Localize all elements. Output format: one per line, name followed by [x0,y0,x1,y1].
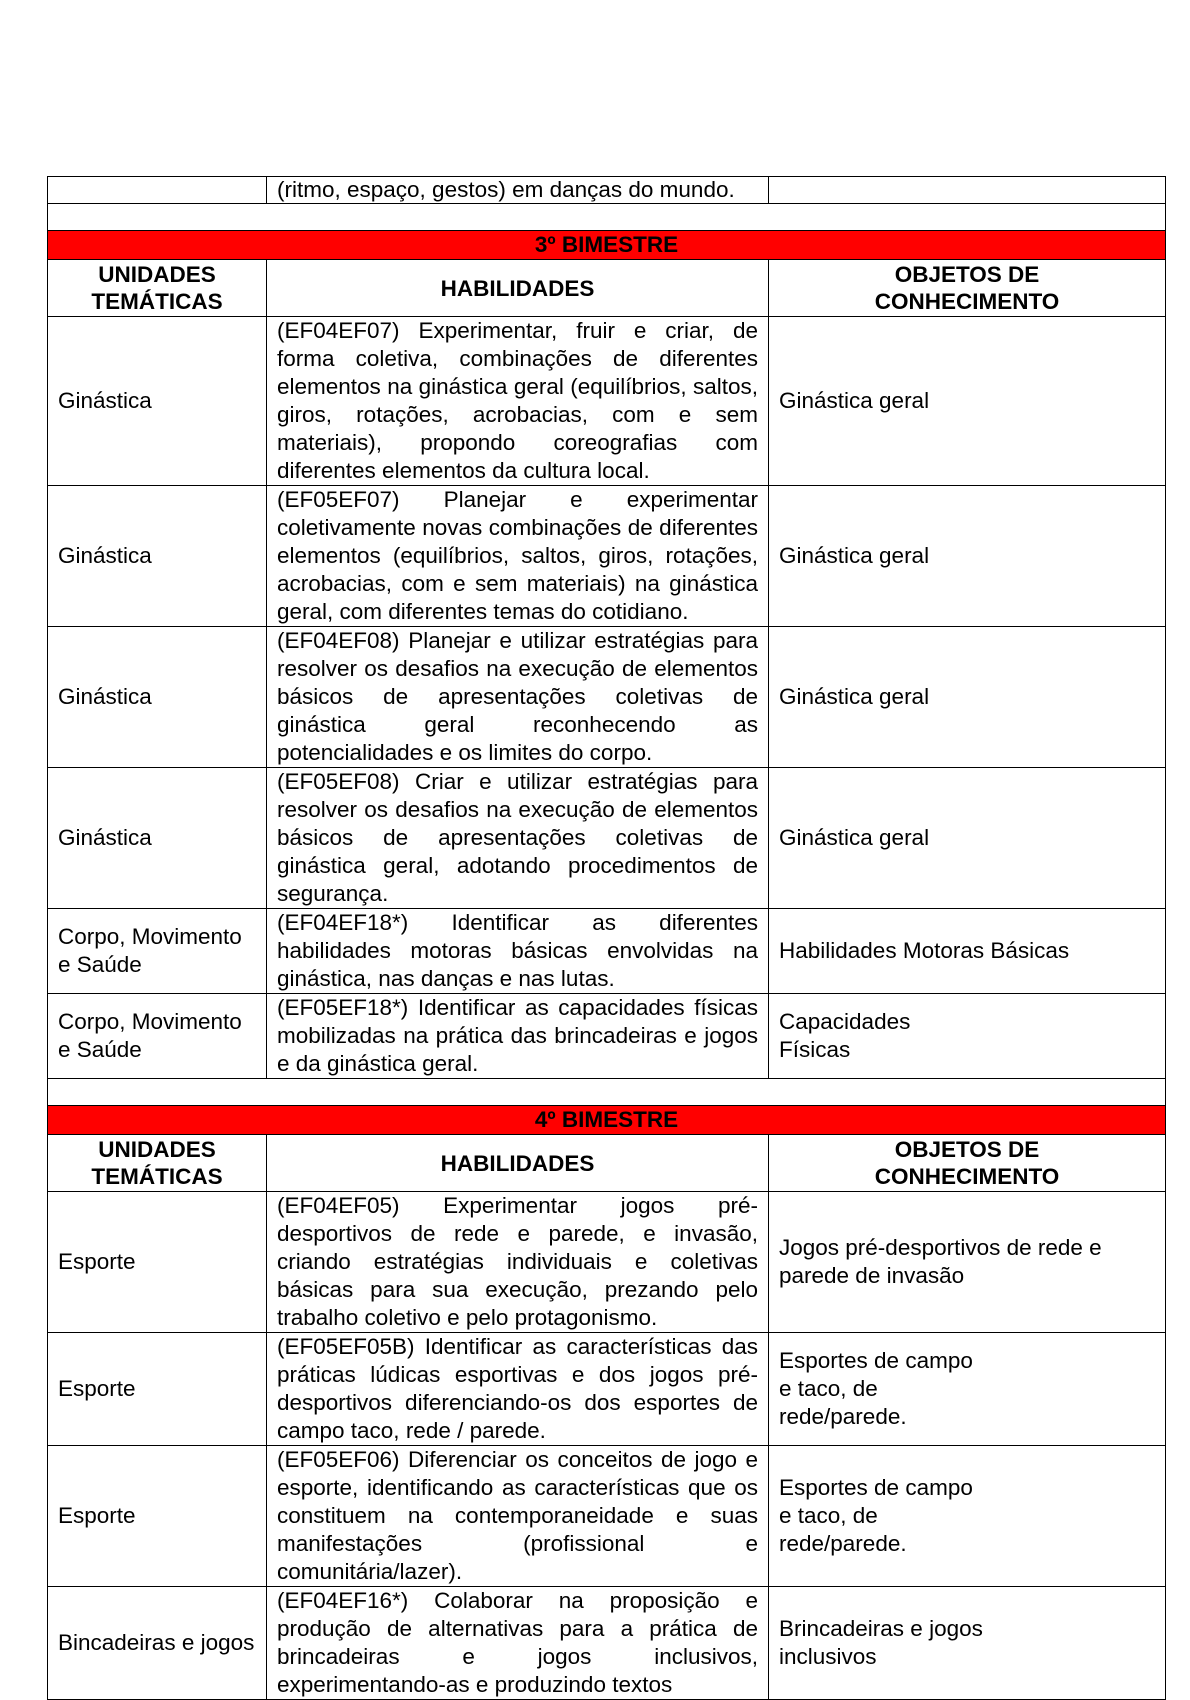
header-skills: HABILIDADES [267,260,769,317]
skill-cell: (EF05EF08) Criar e utilizar estratégias para resolver os desafios na execução de elementos básicos de apresentações coletivas de ginástica geral, adotando procedimentos de segurança. [267,768,769,909]
unit-cell: Ginástica [48,317,267,486]
unit-cell: Corpo, Movimento e Saúde [48,994,267,1079]
skill-cell: (EF05EF07) Planejar e experimentar coletivamente novas combinações de diferentes elementos (equilíbrios, saltos, giros, rotações, acrobacias, com e sem materiais) na ginástica geral, com diferentes temas do cotidiano. [267,486,769,627]
header-units: UNIDADES TEMÁTICAS [48,260,267,317]
object-cell: Esportes de campo e taco, de rede/parede. [769,1333,1166,1446]
object-cell: Esportes de campo e taco, de rede/parede. [769,1446,1166,1587]
spacer-row [48,1079,1166,1106]
table-row [48,1333,1166,1446]
spacer-row [48,204,1166,231]
unit-cell: Corpo, Movimento e Saúde [48,909,267,994]
object-cell: Ginástica geral [769,627,1166,768]
unit-cell: Esporte [48,1333,267,1446]
unit-cell: Ginástica [48,486,267,627]
table-row [48,1192,1166,1333]
bimester-4-title: 4º BIMESTRE [48,1106,1166,1135]
skill-cell: (EF04EF16*) Colaborar na proposição e produção de alternativas para a prática de brincadeiras e jogos inclusivos, experimentando-as e produzindo textos [267,1587,769,1700]
unit-cell: Bincadeiras e jogos [48,1587,267,1700]
bimester-4-header-row [48,1135,1166,1192]
object-cell: Ginástica geral [769,317,1166,486]
skill-cell: (EF05EF05B) Identificar as características das práticas lúdicas esportivas e dos jogos pré-desportivos diferenciando-os dos esportes de campo taco, rede / parede. [267,1333,769,1446]
skill-cell: (EF04EF05) Experimentar jogos pré-desportivos de rede e parede, e invasão, criando estratégias individuais e coletivas básicas para sua execução, prezando pelo trabalho coletivo e pelo protagonismo. [267,1192,769,1333]
object-cell: Ginástica geral [769,768,1166,909]
header-units: UNIDADES TEMÁTICAS [48,1135,267,1192]
header-skills: HABILIDADES [267,1135,769,1192]
table-row [48,1446,1166,1587]
skill-cell: (EF04EF07) Experimentar, fruir e criar, de forma coletiva, combinações de diferentes elementos na ginástica geral (equilíbrios, saltos, giros, rotações, acrobacias, com e sem materiais), propondo coreografias com diferentes elementos da cultura local. [267,317,769,486]
skill-cell: (EF04EF08) Planejar e utilizar estratégias para resolver os desafios na execução de elementos básicos de apresentações coletivas de ginástica geral reconhecendo as potencialidades e os limites do corpo. [267,627,769,768]
object-cell: Brincadeiras e jogos inclusivos [769,1587,1166,1700]
bimester-3-title: 3º BIMESTRE [48,231,1166,260]
header-objects: OBJETOS DE CONHECIMENTO [769,260,1166,317]
unit-cell: Esporte [48,1192,267,1333]
header-objects: OBJETOS DE CONHECIMENTO [769,1135,1166,1192]
table-row [48,994,1166,1079]
object-cell: Jogos pré-desportivos de rede e parede de invasão [769,1192,1166,1333]
skill-cell: (EF05EF06) Diferenciar os conceitos de jogo e esporte, identificando as características que os constituem na contemporaneidade e suas manifestações (profissional e comunitária/lazer). [267,1446,769,1587]
bimester-4-banner [48,1106,1166,1135]
table-row [48,317,1166,486]
object-cell: Habilidades Motoras Básicas [769,909,1166,994]
table-row [48,627,1166,768]
bimester-3-banner [48,231,1166,260]
object-cell: Capacidades Físicas [769,994,1166,1079]
table-cell [48,177,267,204]
table-row [48,909,1166,994]
bimester-3-header-row [48,260,1166,317]
table-row [48,768,1166,909]
table-row [48,1587,1166,1700]
skill-cell: (EF04EF18*) Identificar as diferentes habilidades motoras básicas envolvidas na ginástica, nas danças e nas lutas. [267,909,769,994]
table-cell [769,177,1166,204]
skill-cell: (EF05EF18*) Identificar as capacidades físicas mobilizadas na prática das brincadeiras e jogos e da ginástica geral. [267,994,769,1079]
unit-cell: Esporte [48,1446,267,1587]
continuation-text: (ritmo, espaço, gestos) em danças do mundo. [267,177,769,204]
object-cell: Ginástica geral [769,486,1166,627]
unit-cell: Ginástica [48,627,267,768]
curriculum-table [47,176,1166,1700]
unit-cell: Ginástica [48,768,267,909]
continuation-row [48,177,1166,204]
table-row [48,486,1166,627]
